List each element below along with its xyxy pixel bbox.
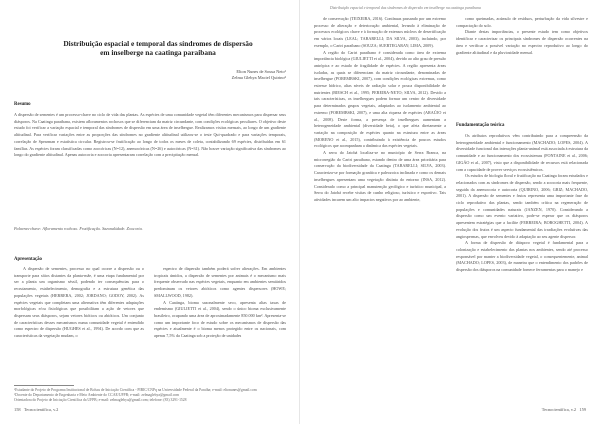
page-number: 158 <box>14 407 21 412</box>
paragraph: espectro de dispersão também poderá sofrer alterações. Em ambientes tropicais úmidos, a dispersão de sementes por animais é o mecanismo mais frequente observado nas espécies vegetais, enquanto em ambientes semiáridos predominam os vetores abióticos como agentes dispersores (HOWE; SMALLWOOD, 1982). <box>154 266 286 298</box>
footnote-divider <box>14 385 74 386</box>
footnote: ²Docente do Departamento de Engenharia e Meio Ambiente do CCAE/UFPB; e-mail: zelmaglebya@gmail.com <box>14 393 180 398</box>
right-column-2-bottom <box>456 133 588 400</box>
paragraph: A serra do Jatobá localiza-se no município de Serra Branca, na microrregião do Cariri paraibano, estando dentro de uma área prioritária para conservação da biodiversidade da Caatinga (TABARELLI; SILVA, 2003). Caracteriza-se por formação granítica e paleozoica inclinada e como os demais inselbergues apresentam uma vegetação distinta do entorno (INSA, 2012). Considerado como a principal manutenção geológico e turístico municipal, a Serra do Jatobá recebe visitas de cunho religioso, turístico e esportivo. Tais atividades incarem um alto impactos negativos por ao ambiente, <box>314 150 446 202</box>
paragraph: como queimadas, acúmulo de resíduos, perturbação da vida silvestre e compactação do solo. <box>456 16 588 28</box>
abstract-paragraph: A dispersão de sementes é um processo-chave no ciclo de vida das plantas. As espécies de uma comunidade vegetal têm diferentes mecanismos para dispersar seus diásporos. Na Caatinga paraibana, existem afloramentos rochosos que se diferenciam da matriz circundante, com condições ecológicas peculiares. O objetivo deste estudo foi verificar a variação espacial e temporal das síndromes de dispersão em uma área de inselbergue. Realizamos visitas mensais, ao longo de um gradiente altitudinal. Para verificar variações entre as proporções das síndromes no gradiente altitudinal utilizou-se o teste Qui-quadrado e para variações temporais, correlação de Spearman e estatística circular. Registrou-se frutificação ao longo de todos os meses de coleta, contabilizando 69 espécies, distribuídas em 61 famílias. As espécies foram classificadas como zoocóricas (N=12), anemocóricas (N=26) e autocóricas (N=31). Não houve variação significativa das síndromes ao longo do gradiente altitudinal. Apenas autocoria e zoocoria apresentaram correlação com a precipitação mensal. <box>14 112 286 158</box>
folio <box>14 407 58 412</box>
right-column-2-top <box>456 16 588 109</box>
paragraph: A forma de dispersão de diásporo vegetal é fundamental para a colonização e estabelecimento das plantas nos ambientes, sendo até processo responsável por manter a biodiversidade vegetal, o consequentemente, animal (MACHADO; LOPES, 2003), de maneira que o entendimento dos padrões de dispersão dos diásporos na comunidade fornece ferramentas para o manejo e <box>456 240 588 273</box>
journal-label: Tecnocientífica, v.2 <box>23 407 59 412</box>
right-page <box>300 0 600 424</box>
author-name: Zelma Glebya Maciel Quirino² <box>231 75 286 81</box>
paragraph: A Caatinga, bioma sazonalmente seco, apresenta altas taxas de endemismo (GIULIETTI et al., 2004), sendo o único bioma exclusivamente brasileiro, ocupando uma área de aproximadamente 850.000 km². Apresenta-se como um importante foco de estudo sobre os mecanismos de dispersão das espécies e atualmente é o bioma menos protegido entre os nacionais, com apenas 7,5% da Caatinga sob a proteção de unidades <box>154 299 286 339</box>
paragraph: A região do Cariri paraibano é considerada como área de extrema importância biológica (GIULIETTI et al., 2004), devido ao alto grau de pressão antrópica e ao estado de fragilidade de espécies. A região apresenta áreas isoladas, as quais se diferenciam da matriz circundante, denominadas de inselbergue (POREMBSKI, 2007), com condições ecológicas extremas, como estresse hídrico, altas níveis de radiação solar e pouca disponibilidade de nutrientes (BIESCH et al., 1995; PEREIRA-NETO; SILVA, 2012). Devido a tais características, os inselbergues podem formar um centro de diversidade para determinados grupos vegetais, adaptados ao isolamento ambiental ao extremo (POREMBSKI, 2007), e uma alta riqueza de espécies (ARAÚJO et al., 2008). Deste forma, a presença de inselbergues aumentam a heterogeneidade ambiental (diversidade beta), o que afeta diretamente a variação na composição de espécies quanto na estrutura entre as áreas (MORENO et al., 2015), contribuindo à existência de poucos estudos ecológicos que acompanham a dinâmica das espécies vegetais. <box>314 49 446 149</box>
keywords: Palavras-chave: Afloramento rochoso. Frutificação. Sazonalidade. Zoocoria. <box>14 226 143 231</box>
paragraph: A dispersão de sementes, processo no qual ocorre a dispersão ou o transporte para sítios distantes da planta-mãe, é uma etapa fundamental por ser a planta um organismo séssil, podendo ter consequências para o recrutamento, estabelecimento, demografia e a estrutura genética das populações vegetais (HERRERA, 2002; JORDANO; GODOY, 2002). As espécies vegetais que completam uma alternativa têm diferentes adaptações morfológicas e/ou fisiológicas que possibilitam a ação de vetores que dispersam seus diásporos, sejam vetores bióticos ou abióticos. Um conjunto de características desses mecanismos numa comunidade vegetal é entendido como espectro de dispersão (HUGHES et al., 1994). De acordo com que as características da vegetação mudam, o <box>14 266 144 339</box>
paragraph: Os atributos reprodutivos vêm contribuindo para a compreensão da heterogeneidade ambiental e funcionamento (MACHADO; LOPES, 2004). A diversidade funcional das interações planta-animal está associada à estrutura da comunidade e ao funcionamento dos ecossistemas (FONTAINE et al., 2006; GIGÃO et al., 2007), visto que a disponibilidade de recursos está relacionada com a capacidade de prover serviços ecossistêmicos. <box>456 133 588 172</box>
journal-label: Tecnocientífica, v.2 <box>541 407 577 412</box>
theory-heading: Fundamentação teórica <box>456 123 505 128</box>
abstract-heading: Resumo <box>14 102 31 107</box>
footnote: ¹Estudante do Projeto de Programa Institucional de Bolsas de Iniciação Científica - PIBIC/CNPq na Universidade Federal da Paraíba; e-mail: eltonunes@gmail.com <box>14 388 257 392</box>
footnote: Orientadora do Projeto de Iniciação Científica da UFPB; e-mail: zelmaglebya@gmail.com; telefone: (83) 3291-1528 <box>14 398 187 403</box>
page-number: 159 <box>579 407 586 412</box>
paragraph: Diante destas importâncias, o presente estudo tem como objetivos identificar e caracterizar os principais síndromes de dispersão ocorrentes na área e verificar a possível variação no espectro reprodutivo ao longo do gradiente altitudinal e da pluviosidade mensal. <box>456 29 588 55</box>
introduction-heading: Apresentação <box>14 257 42 262</box>
author-list <box>232 69 286 82</box>
folio <box>542 407 586 412</box>
right-column-1 <box>314 16 446 400</box>
footnotes <box>14 388 284 404</box>
running-head: Distribuição espacial e temporal das síndromes de dispersão em inselberge na caatinga paraibana <box>330 6 481 10</box>
intro-column-2 <box>154 266 286 382</box>
intro-column-1 <box>14 266 144 382</box>
article-title: Distribuição espacial e temporal das síndromes de dispersão em inselberge na caatinga paraibana <box>63 39 253 57</box>
paragraph: de conservação (TEIXEIRA, 2016). Contínuas passando por um extremo processo de alteração e deterioração ambiental, levando à eliminação de processos ecológicos chave e à formação de extensos núcleos de desertificação em vários locais (LEAL; TABARELLI; DA SILVA, 2003), incluindo, por exemplo, o Cariri paraibano (SOUZA; SUERTEGARAY; LIMA, 2009). <box>314 16 446 48</box>
abstract-text <box>14 112 286 212</box>
paragraph: Os estudos de biologia floral e frutificação na Caatinga foram estudados e relacionados com as síndromes de dispersão, sendo a zoocoria mais frequente, seguida da anemocoria e autocoria (QUIRINO, 2006; GRIZ; MACHADO, 2001). A dispersão de sementes e frutos representa uma importante fase do ciclo reprodutivo das plantas, sendo também crítica na regeneração de populações e comunidades naturais (JANZEN, 1970). Considerando a dispersão como um evento variativo, pode-se esperar que os diásporos apresentem estratégias que a facilite (FERREIRA; BOROGHETTI, 2004). A evolução dos frutos é um aspecto fundamental das irradiações evolutivas das angiospermas, que envolveu devido à adaptação ao seu agente dispersor. <box>456 173 588 239</box>
author-name: Elton Nunes de Sousa Neto¹ <box>236 69 286 74</box>
